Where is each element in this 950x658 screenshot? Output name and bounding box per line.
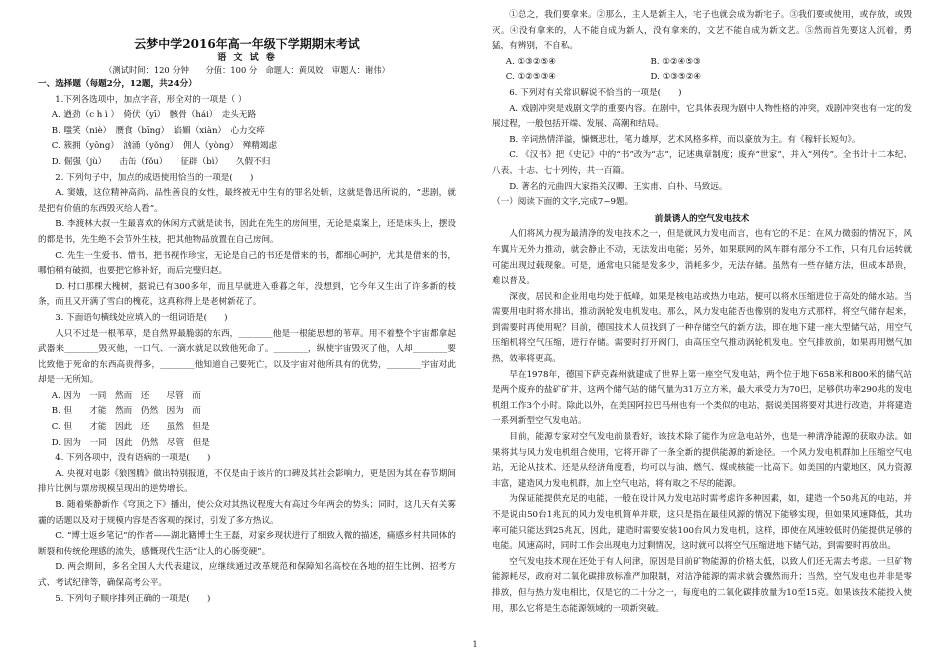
paragraph: 6. 下列对有关常识解说不恰当的一项是( ): [509, 87, 682, 98]
paragraph: A. 戏剧冲突是戏剧文学的重要内容。在剧中，它具体表现为剧中人物性格的冲突，戏剧冲突也有一定的发展过程，一般包括开端、发展、高潮和结局。: [492, 103, 912, 130]
paragraph: B. 但 才能 然而 仍然 因为 而: [51, 406, 202, 417]
paragraph: C. ①②⑤③④ D. ①③⑤②④: [505, 72, 702, 83]
paragraph: 人们将风力视为最清净的发电技术之一，但是就风力发电而言，也有它的不足：在风力微弱的情况下，风车翼片无外力推动，就会静止不动，无法发出电能；另外，如果联网的风车群有部分不工作，只有几台运转就可能出现过载现象。可是，通常电只能是发多少，消耗多少，无法存储。虽然有一些存储方法，但成本昂贵，难以普及。: [492, 229, 912, 287]
paragraph: D. 著名的元曲四大家指关汉卿、王实甫、白朴、马致远。: [509, 181, 728, 192]
paragraph: A. 窦娥，这位精神高尚、品性善良的女性，最终被无中生有的罪名处斩，这就是鲁迅所说的，“悲剧，就是把有价值的东西毁灭给人看”。: [38, 188, 456, 214]
paragraph: B. 李渡林大叔一生最喜欢的休闲方式就是读书，因此在先生的房间里，无论是桌案上，还是床头上，摆设的都是书，先生绝不会节外生枝，把其他物品放置在自己房间。: [38, 219, 456, 245]
paragraph: C. 簇拥（yōng） 汹涌（yǒng） 佣人（yòng） 殚精竭虑: [51, 141, 278, 152]
paragraph: （一）阅读下面的文字,完成7~9题。: [492, 197, 634, 208]
paragraph: A. 因为 一同 然而 还 尽管 而: [51, 390, 201, 401]
paragraph: B. 辛词热情洋溢，慷慨悲壮，笔力雄厚，艺术风格多样，而以豪放为主。有《稼轩长短句》。: [509, 134, 861, 145]
paragraph: C. 但 才能 因此 还 虽然 但是: [51, 422, 210, 433]
paragraph: 3. 下面语句横线处应填入的一组词语是( ): [55, 312, 228, 323]
paragraph: 2. 下列句子中，加点的成语使用恰当的一项是( ): [55, 172, 254, 183]
left-body: [38, 77, 456, 607]
left-column: [38, 8, 456, 607]
paragraph: A. 遒劲（c h ì ） 倚伏（yī） 骸骨（hái） 走头无路: [51, 110, 257, 121]
right-body: [492, 8, 912, 617]
paragraph: C. “博士返乡笔记”的作者——湖北籍博士生王磊，对家乡现状进行了细致入微的描述，痛感乡村共同体的断裂和传统伦理感的流失，感慨现代生活“让人的心肠变硬”。: [38, 531, 456, 557]
paragraph: 深夜，居民和企业用电均处于低峰，如果是核电站或热力电站，便可以将水压缩进位于高处的储水站。当需要用电时将水排出，推动涡轮发电机发电。那么，风力发电能否也像别的发电方式那样，将空气储存起来，到需要时再使用呢？目前，德国技术人员找到了一种存储空气的新方法，即在地下建一座大型储气站，用空气压缩机将空气压缩，进行存储。需要时打开阀门，由高压空气推动涡轮机发电。空气排放前，如果再用燃气加热，效率将更高。: [492, 291, 912, 365]
paragraph: A. ①③②⑤④ B. ①②④⑤③: [505, 56, 701, 67]
paragraph: 前景诱人的空气发电技术: [654, 213, 750, 224]
paragraph: 1.下列各选项中，加点字音，形全对的一项是（ ）: [55, 94, 247, 105]
paragraph: A. 央视对电影《狼图腾》做出特别报道，不仅是由于该片的口碑及其社会影响力，更是因为其在春节期间排片比例与票房规模呈现出的逆势增长。: [38, 468, 456, 495]
page-title: 云梦中学2016年高一年级下学期期末考试: [134, 37, 360, 51]
right-column: [492, 8, 912, 617]
page-subtitle: 语 文 试 卷: [217, 53, 277, 63]
paragraph: 人只不过是一根苇草，是自然界最脆弱的东西，________他是一根能思想的苇草。用不着整个宇宙都拿起武器来________毁灭他，一口气、一滴水就足以致他死命了。________，纵使宇宙毁灭了他，人却________要比致他于死命的东西高贵得多，________他知道自己要死亡，以及宇宙对他所具有的优势，________宇宙对此却是一无所知。: [38, 328, 456, 386]
paragraph: 空气发电技术现在还处于有人问津，原因是目前矿物能源的价格太低，以致人们还无需去考虑。一旦矿物能源耗尽，政府对二氧化碳排放标准严加限制，对洁净能源的需求就会骤然而升；当然，空气发电也并非是零排放，但与热力发电相比，仅是它的二十分之一，每度电的二氧化碳排放量为10至15克。如果该技术能投入使用，那么它将是生态能源领域的一项新突破。: [492, 556, 912, 614]
paragraph: B. 随着柴静新作《穹顶之下》播出，使公众对其热议程度大有高过今年两会的势头；同时，这几天有关雾霾的话题以及对于规模内容是否客观的探讨，引发了多方热议。: [38, 500, 456, 526]
paragraph: C. 《汉书》把《史记》中的“书”改为“志”，记述典章制度；废弃“世家”，并入“列传”。全书计十二本纪、八表、十志、七十列传，共一百篇。: [492, 150, 912, 176]
paragraph: 5. 下列句子顺序排列正确的一项是( ): [55, 593, 211, 604]
paragraph: D. 两会期间，多名全国人大代表建议，应继续通过改革规范和保障知名高校在各地的招生比例、招考方式、考试纪律等，确保高考公平。: [38, 562, 456, 588]
paragraph: D. 倔强（jù） 击缶（fǒu） 征辟（bì） 久假不归: [51, 156, 271, 167]
paragraph: 早在1978年，德国下萨克森州就建成了世界上第一座空气发电站，两个位于地下658米和800米的储气站是两个废弃的盐矿矿井，这两个储气站的储气量为31万立方米，最大承受力为70巴，足够供功率290兆的发电机组工作3个小时。除此以外，在美国阿拉巴马州也有一个类似的电站，据说美国将要对其进行改造，并将建造一系列新型空气发电站。: [492, 369, 912, 427]
paragraph: D. 村口那棵大槐树，据说已有300多年，而且早就进入垂暮之年，没想到，它今年又生出了许多新的枝条，而且又开满了雪白的槐花，这真称得上是老树新花了。: [38, 281, 456, 308]
page-number: 1: [472, 640, 478, 649]
paragraph: 为保证能提供充足的电能，一般在设计风力发电站时需考虑许多种因素，如，建造一个50兆瓦的电站，并不是说由50台1兆瓦的风力发电机简单并联，这只是指在最佳风源的情况下能够实现，但如果风速降低，其功率可能只能达到25兆瓦，因此，建造时需要安装100台风力发电机，这样，即使在风速较低时仍能提供足够的电能。风速高时，同时工作会出现电力过剩情况，这时就可以将空气压缩进地下储气站，到需要时再放出。: [492, 494, 912, 552]
paragraph: C. 先生一生爱书、惜书，把书视作珍宝，无论是自己的书还是借来的书，都细心呵护，尤其是借来的书，哪怕稍有破损，也要把它修补好，而后完璧归赵。: [38, 250, 456, 277]
paragraph: ①总之，我们要拿来。②那么，主人是新主人，宅子也就会成为新宅子。③我们要或使用，或存放，或毁灭。④没有拿来的，人不能自成为新人，没有拿来的，文艺不能自成为新文艺。⑤然而首先要这人沉着，勇猛，有辨别，不自私。: [492, 10, 912, 52]
paragraph: 目前，能源专家对空气发电前景看好，该技术除了能作为应急电站外，也是一种清净能源的获取办法。如果将其与风力发电机组合使用，它将开辟了一条全新的提供能源的新途径。一个风力发电机群加上压缩空气电站，无论从技术、还是从经济角度看，均可以与油、燃气、煤或核能一比高下。如美国的内蒙地区，风力资源丰富，建造风力发电机群，加上空气电站，将有取之不尽的能源。: [492, 432, 912, 489]
paragraph: 4. 下列各项中，没有语病的一项是( ): [55, 453, 211, 464]
exam-meta: （测试时间：120 分钟 分值：100 分 命题人：黄凤姣 审题人：谢伟）: [104, 65, 390, 75]
paragraph: 一、选择题（每题2分，12题，共24分）: [38, 79, 197, 89]
paragraph: D. 因为 一同 因此 仍然 尽管 但是: [51, 437, 210, 448]
paragraph: B. 嗤笑（niè） 赝食（bīng） 谄媚（xiàn） 心力交瘁: [51, 125, 265, 136]
